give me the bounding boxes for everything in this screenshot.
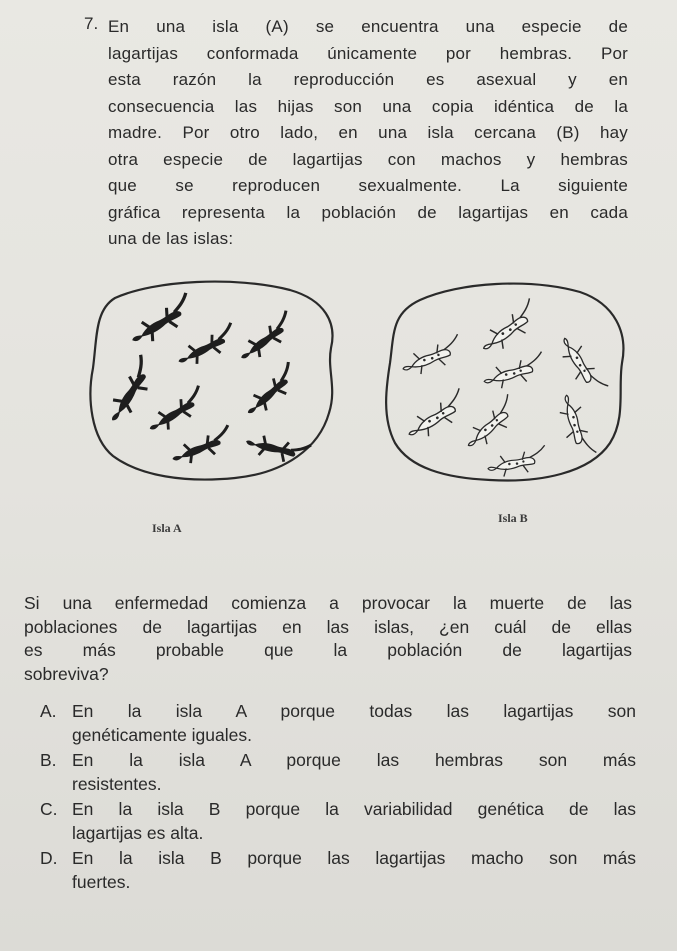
option-line: En la isla A porque todas las lagartijas son	[72, 701, 636, 721]
intro-line: otra especie de lagartijas con machos y hembras	[108, 149, 628, 169]
lizard-icon	[556, 392, 596, 459]
answer-options	[40, 700, 636, 896]
island-a-illustration	[85, 278, 340, 493]
intro-line: una de las islas:	[108, 229, 234, 248]
option-text	[72, 700, 636, 747]
island-b-illustration	[380, 278, 630, 493]
intro-line: En una isla (A) se encuentra una especie de	[108, 17, 628, 36]
intro-line: gráfica representa la población de lagartijas en cada	[108, 202, 628, 222]
island-b-caption: Isla B	[498, 511, 528, 525]
intro-paragraph	[108, 14, 628, 253]
lizard-icon	[240, 362, 303, 420]
intro-line: madre. Por otro lado, en una isla cercana (B) hay	[108, 123, 628, 142]
option-letter: D.	[40, 848, 58, 868]
lizard-icon	[398, 334, 466, 379]
lizard-icon	[126, 293, 199, 350]
intro-line: consecuencia las hijas son una copia idéntica de la	[108, 96, 628, 116]
option-letter: B.	[40, 750, 57, 770]
option-line: En la isla B porque las lagartijas macho son más	[72, 848, 636, 868]
option-line: resistentes.	[72, 773, 162, 794]
question-number: 7.	[84, 14, 99, 33]
intro-line: lagartijas conformada únicamente por hembras. Por	[108, 43, 628, 63]
option-text	[72, 798, 636, 845]
lizard-icon	[475, 298, 544, 357]
question-line: sobreviva?	[24, 663, 109, 684]
lizard-icon	[481, 352, 548, 392]
island-b-lizards	[398, 298, 608, 479]
option-letter: A.	[40, 701, 57, 721]
question-line: Si una enfermedad comienza a provocar la muerte de las	[24, 593, 632, 613]
lizard-icon	[555, 331, 608, 398]
option-line: En la isla B porque la variabilidad genética de las	[72, 799, 636, 819]
lizard-icon	[101, 355, 161, 426]
lizard-icon	[174, 323, 241, 370]
option-a[interactable]	[40, 700, 636, 747]
island-a-lizards	[101, 293, 311, 468]
option-line: lagartijas es alta.	[72, 822, 204, 843]
intro-line: que se reproducen sexualmente. La siguiente	[108, 176, 628, 195]
option-b[interactable]	[40, 749, 636, 796]
lizard-icon	[486, 445, 549, 479]
lizard-icon	[244, 429, 311, 468]
question-stem	[24, 592, 632, 686]
lizard-icon	[169, 425, 236, 468]
question-line: es más probable que la población de lagartijas	[24, 640, 632, 660]
option-line: genéticamente iguales.	[72, 724, 252, 745]
island-a-caption: Isla A	[152, 521, 182, 535]
option-text	[72, 749, 636, 796]
lizard-icon	[459, 394, 523, 454]
lizard-icon	[234, 311, 299, 366]
option-c[interactable]	[40, 798, 636, 845]
question-line: poblaciones de lagartijas en las islas, ¿en cuál de ellas	[24, 616, 632, 637]
lizard-icon	[402, 388, 472, 444]
option-line: En la isla A porque las hembras son más	[72, 750, 636, 770]
option-line: fuertes.	[72, 871, 131, 892]
option-letter: C.	[40, 799, 58, 819]
lizard-icon	[144, 386, 210, 437]
option-text	[72, 847, 636, 894]
option-d[interactable]	[40, 847, 636, 894]
intro-line: esta razón la reproducción es asexual y en	[108, 70, 628, 89]
